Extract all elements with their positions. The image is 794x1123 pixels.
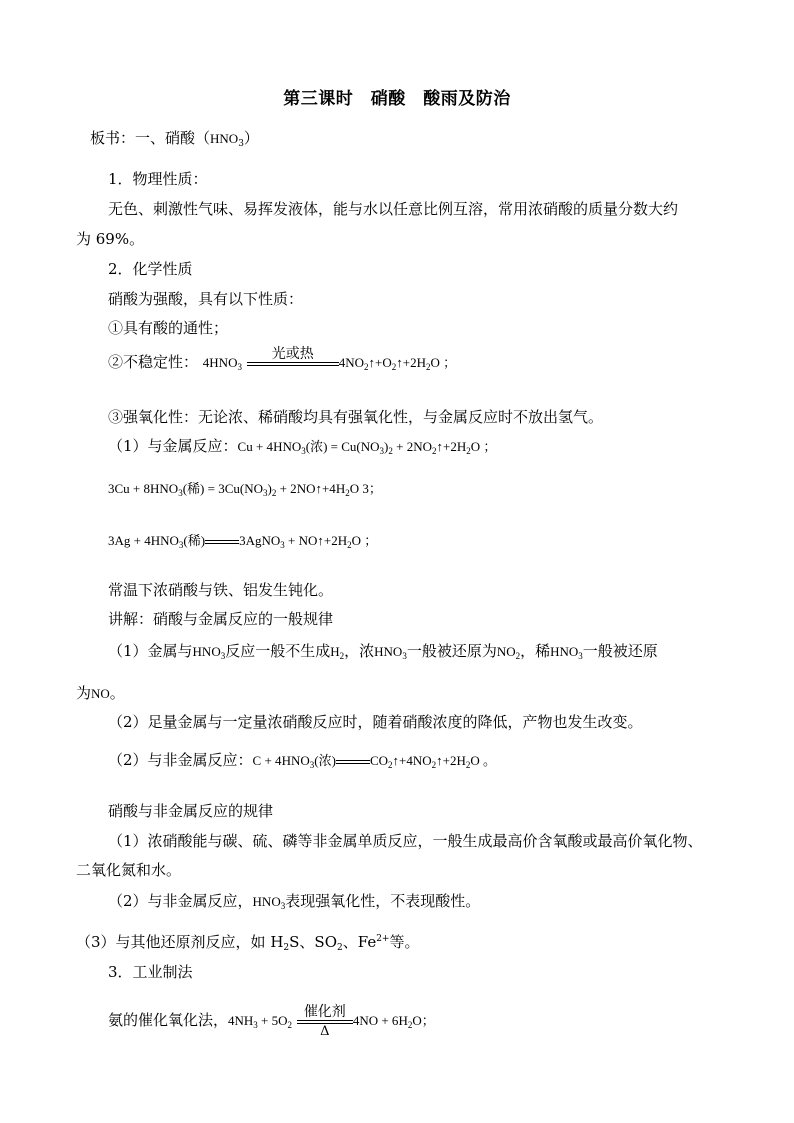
ag-dilute-equation: $3Ag + 4HNO_3$(稀) 3AgNO$_3$ + $NO↑+2H_2O$ ； <box>108 533 378 550</box>
metal-rule-2: （2）足量金属与一定量浓硝酸反应时，随着硝酸浓度的降低，产物也发生改变。 <box>108 713 643 731</box>
nonmetal-rule-2: （2）与非金属反应，$HNO_3$表现强氧化性，不表现酸性。 <box>108 892 481 911</box>
passivation-note: 常温下浓硝酸与铁、铝发生钝化。 <box>108 581 334 599</box>
page-title: 第三课时 硝酸 酸雨及防治 <box>283 89 511 109</box>
instability-equation: ②不稳定性： $4HNO_3$ 光或热 $4NO_2↑+O_2↑+2H_2O$ ； <box>108 346 457 372</box>
nonmetal-rule-1-cont: 二氧化氮和水。 <box>76 861 182 879</box>
nonmetal-rule-1: （1）浓硝酸能与碳、硫、磷等非金属单质反应，一般生成最高价含氧酸或最高价氧化物、 <box>108 832 703 850</box>
nonmetal-rule-heading: 硝酸与非金属反应的规律 <box>108 802 274 820</box>
other-reductants: （3）与其他还原剂反应，如 $H_2S$、$SO_2$、$Fe^{2+}$等。 <box>76 933 420 953</box>
catalyst-condition-arrow: 催化剂 Δ <box>297 1004 353 1040</box>
board-line: 板书：一、硝酸$(HNO_3)$ <box>90 129 259 149</box>
physical-text-1: 无色、刺激性气味、易挥发液体，能与水以任意比例互溶，常用浓硝酸的质量分数大约 <box>108 200 679 218</box>
section-chemical-heading: 2．化学性质 <box>108 260 193 278</box>
property-oxidizing: ③强氧化性：无论浓、稀硝酸均具有强氧化性，与金属反应时不放出氢气。 <box>108 408 604 426</box>
metal-rule-1-cont: 为NO。 <box>76 684 125 702</box>
carbon-equation: （2）与非金属反应：$C + 4HNO_3$(浓) $CO_2↑+4NO_2↑+2H_2O$ 。 <box>108 751 497 770</box>
section-physical-heading: 1．物理性质： <box>108 170 208 188</box>
cu-dilute-equation: $3Cu + 8HNO_3$(稀) = $3Cu(NO_3)_2$ + $2NO↑+4H_2O$ 3； <box>108 481 382 498</box>
industrial-heading: 3．工业制法 <box>108 963 193 981</box>
reaction-condition-arrow: 光或热 <box>247 346 339 366</box>
property-acid: ①具有酸的通性； <box>108 319 229 337</box>
chemical-intro: 硝酸为强酸，具有以下性质： <box>108 290 304 308</box>
ammonia-oxidation-equation: 氨的催化氧化法，$4NH_3 + 5O_2$ 催化剂 Δ $4NO + 6H_2O$； <box>108 1004 435 1039</box>
physical-text-2: 为 69%。 <box>76 230 145 248</box>
explain-heading: 讲解：硝酸与金属反应的一般规律 <box>108 610 334 628</box>
metal-rule-1: （1）金属与$HNO_3$反应一般不生成$H_2$，浓$HNO_3$一般被还原为$NO_2$，稀$HNO_3$一般被还原 <box>108 642 658 661</box>
cu-conc-equation: （1）与金属反应：$Cu + 4HNO_3$(浓) = $Cu(NO_3)_2$ + $2NO_2↑+2H_2O$ ； <box>108 437 497 456</box>
